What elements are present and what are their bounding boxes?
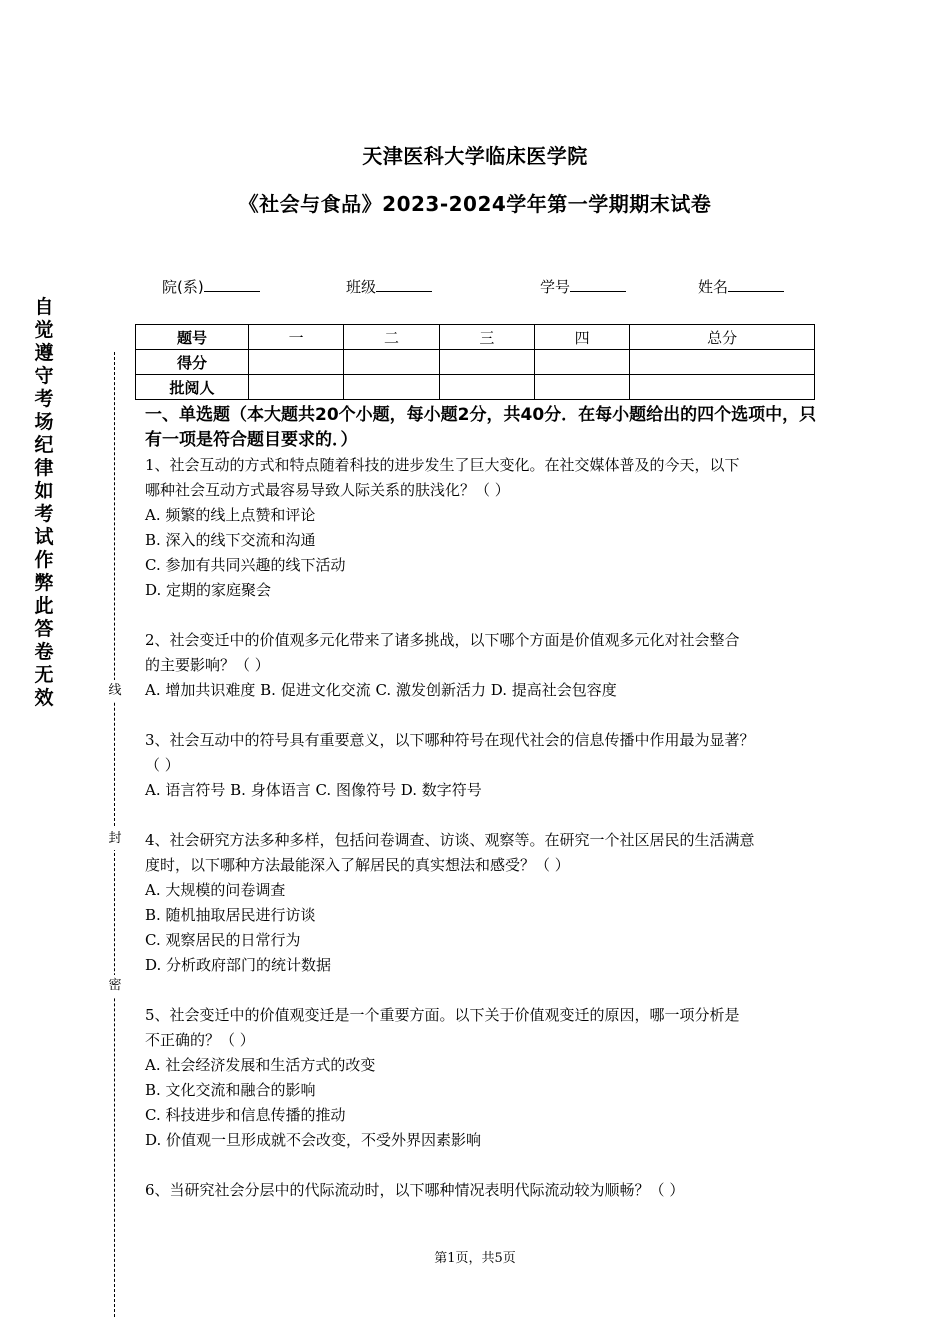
question-stem: 4、社会研究方法多种多样，包括问卷调查、访谈、观察等。在研究一个社区居民的生活满意 (145, 831, 755, 849)
option: D. 价值观一旦形成就不会改变，不受外界因素影响 (145, 1131, 482, 1149)
student-no-blank[interactable] (570, 277, 626, 292)
option: B. 文化交流和融合的影响 (145, 1081, 316, 1099)
exam-discipline-notice: 自觉遵守考场纪律如考试作弊此答卷无效 (34, 296, 54, 709)
spacer (145, 803, 820, 828)
options-inline: A. 语言符号 B. 身体语言 C. 图像符号 D. 数字符号 (145, 781, 482, 799)
option: B. 随机抽取居民进行访谈 (145, 906, 316, 924)
score-cell[interactable] (249, 350, 344, 375)
score-table (135, 324, 815, 400)
seal-label-line: 线 (106, 680, 124, 702)
info-name (698, 276, 784, 297)
option: D. 定期的家庭聚会 (145, 581, 272, 599)
spacer (145, 1153, 820, 1178)
option: B. 深入的线下交流和沟通 (145, 531, 316, 549)
option: A. 社会经济发展和生活方式的改变 (145, 1056, 376, 1074)
question-stem: 的主要影响？（ ） (145, 656, 270, 674)
reviewer-cell[interactable] (344, 375, 439, 400)
question-stem: （ ） (145, 756, 180, 774)
info-dept-label: 院(系) (162, 278, 204, 296)
spacer (145, 603, 820, 628)
question-stem: 2、社会变迁中的价值观多元化带来了诸多挑战，以下哪个方面是价值观多元化对社会整合 (145, 631, 740, 649)
question-stem: 6、当研究社会分层中的代际流动时，以下哪种情况表明代际流动较为顺畅？（ ） (145, 1181, 685, 1199)
question-stem: 哪种社会互动方式最容易导致人际关系的肤浅化？（ ） (145, 481, 510, 499)
info-class (346, 276, 432, 297)
question-stem: 1、社会互动的方式和特点随着科技的进步发生了巨大变化。在社交媒体普及的今天，以下 (145, 456, 740, 474)
option: A. 大规模的问卷调查 (145, 881, 286, 899)
option: D. 分析政府部门的统计数据 (145, 956, 332, 974)
row-label: 得分 (136, 350, 249, 375)
score-table-header-row (136, 325, 815, 350)
header-cell: 四 (534, 325, 629, 350)
reviewer-cell[interactable] (630, 375, 815, 400)
score-cell[interactable] (439, 350, 534, 375)
score-row (136, 350, 815, 375)
info-name-label: 姓名 (698, 278, 729, 296)
question-stem: 3、社会互动中的符号具有重要意义，以下哪种符号在现代社会的信息传播中作用最为显著？ (145, 731, 755, 749)
section-heading: 一、单选题（本大题共20个小题，每小题2分，共40分．在每小题给出的四个选项中，只有一项是符合题目要求的．） (145, 405, 817, 450)
option: A. 频繁的线上点赞和评论 (145, 506, 316, 524)
question-stem: 不正确的？（ ） (145, 1031, 255, 1049)
page-number: 第1页，共5页 (434, 1251, 516, 1266)
question-body (145, 403, 820, 1203)
question-stem: 5、社会变迁中的价值观变迁是一个重要方面。以下关于价值观变迁的原因，哪一项分析是 (145, 1006, 740, 1024)
header-cell: 总分 (630, 325, 815, 350)
score-cell[interactable] (630, 350, 815, 375)
dept-blank[interactable] (204, 277, 260, 292)
question-stem: 度时，以下哪种方法最能深入了解居民的真实想法和感受？（ ） (145, 856, 570, 874)
reviewer-row (136, 375, 815, 400)
score-cell[interactable] (534, 350, 629, 375)
school-title: 天津医科大学临床医学院 (362, 144, 588, 168)
seal-label-seal: 封 (106, 828, 124, 850)
row-label: 批阅人 (136, 375, 249, 400)
name-blank[interactable] (728, 277, 784, 292)
header-cell: 一 (249, 325, 344, 350)
score-cell[interactable] (344, 350, 439, 375)
options-inline: A. 增加共识难度 B. 促进文化交流 C. 激发创新活力 D. 提高社会包容度 (145, 681, 617, 699)
info-student-no-label: 学号 (540, 278, 571, 296)
reviewer-cell[interactable] (439, 375, 534, 400)
option: C. 参加有共同兴趣的线下活动 (145, 556, 346, 574)
spacer (145, 978, 820, 1003)
option: C. 观察居民的日常行为 (145, 931, 301, 949)
header-cell: 三 (439, 325, 534, 350)
class-blank[interactable] (376, 277, 432, 292)
header-cell: 题号 (136, 325, 249, 350)
spacer (145, 703, 820, 728)
info-dept (162, 276, 260, 297)
reviewer-cell[interactable] (534, 375, 629, 400)
header-cell: 二 (344, 325, 439, 350)
reviewer-cell[interactable] (249, 375, 344, 400)
option: C. 科技进步和信息传播的推动 (145, 1106, 346, 1124)
info-class-label: 班级 (346, 278, 377, 296)
seal-label-secret: 密 (106, 975, 124, 997)
info-student-no (540, 276, 626, 297)
exam-title: 《社会与食品》2023-2024学年第一学期期末试卷 (238, 192, 712, 216)
